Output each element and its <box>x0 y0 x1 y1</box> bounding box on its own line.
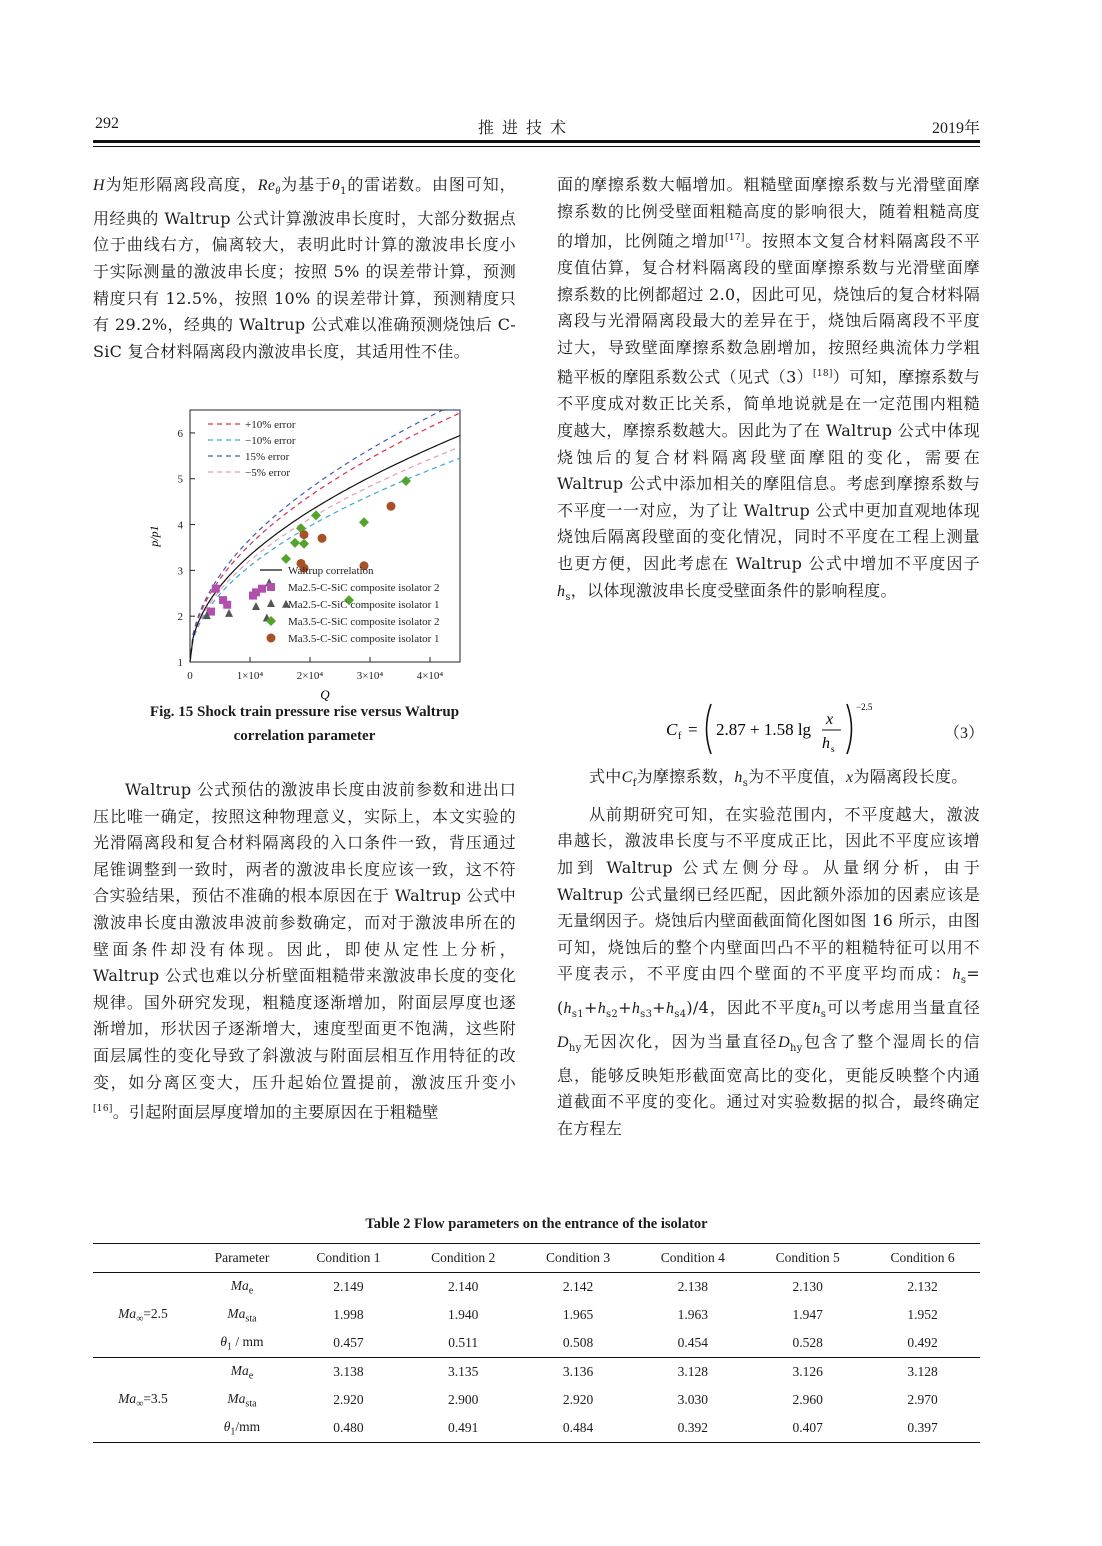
value-cell: 3.128 <box>677 1364 709 1379</box>
x-tick-label: 3×10⁴ <box>356 670 384 682</box>
svg-text:=: = <box>688 720 698 739</box>
svg-text:h: h <box>822 735 830 752</box>
table-row <box>93 1301 980 1329</box>
value-cell: 3.128 <box>907 1364 938 1379</box>
running-title: 推 进 技 术 <box>478 120 569 137</box>
legend-label: Ma2.5-C-SiC composite isolator 1 <box>288 599 440 611</box>
data-point <box>359 517 369 527</box>
value-cell: 3.135 <box>448 1364 479 1379</box>
value-cell: 2.140 <box>448 1279 479 1294</box>
paragraph: 式中$C_f$为摩擦系数，$h_s$为不平度值，x为隔离段长度。 <box>589 767 968 790</box>
svg-text:C: C <box>666 720 678 739</box>
value-cell: 0.407 <box>792 1420 823 1435</box>
right-column-top <box>557 172 980 611</box>
caption-line: Fig. 15 Shock train pressure rise versus Waltrup <box>149 704 460 720</box>
data-point <box>318 534 327 543</box>
legend-label: Waltrup correlation <box>288 565 374 577</box>
legend-marker <box>267 634 276 643</box>
paragraph: Waltrup 公式预估的激波串长度由波前参数和进出口压比唯一确定，按照这种物理意义，实际上，本文实验的光滑隔离段和复合材料隔离段的入口条件一致，背压通过尾锥调整到一致时，两者的激波串长度应该一致，这不符合实验结果，预估不准确的根本原因在于 Waltrup 公式中激波串长度由激波串波前参数确定，而对于激波串所在的壁面条件却没有体现。因此，即使从定性上分析，Waltrup 公式也难以分析壁面粗糙带来激波串长度的变化规律。国外研究发现，粗糙度逐渐增加，附面层厚度也逐渐增加，形状因子逐渐增大，速度型面更不饱满，这些附面层属性的变化导致了斜激波与附面层相互作用特征的改变，如分离区变大，压升起始位置提前，激波压升变小[16]。引起附面层厚度增加的主要原因在于粗糙壁 <box>93 780 516 1122</box>
legend-label: 15% error <box>245 451 290 463</box>
header-rule-thick <box>93 140 980 143</box>
legend-label: Ma2.5-C-SiC composite isolator 2 <box>288 582 440 594</box>
x-tick-label: 2×10⁴ <box>296 670 324 682</box>
table-caption: Table 2 Flow parameters on the entrance of the isolator <box>365 1216 708 1232</box>
parameter-cell: $Ma_e$ <box>230 1277 254 1297</box>
column-header: Condition 1 <box>316 1250 381 1265</box>
value-cell: 0.511 <box>448 1335 479 1350</box>
value-cell: 1.998 <box>333 1307 364 1322</box>
column-header: Condition 6 <box>890 1250 955 1265</box>
value-cell: 0.492 <box>907 1335 938 1350</box>
legend-marker <box>267 583 275 591</box>
value-cell: 0.480 <box>333 1420 364 1435</box>
value-cell: 2.970 <box>907 1392 938 1407</box>
legend-label: Ma3.5-C-SiC composite isolator 1 <box>288 633 440 645</box>
value-cell: 0.484 <box>562 1420 594 1435</box>
svg-text:−2.5: −2.5 <box>856 702 873 712</box>
parameter-cell: $Ma_e$ <box>230 1362 254 1382</box>
value-cell: 1.963 <box>677 1307 709 1322</box>
table-row <box>93 1414 980 1443</box>
value-cell: 2.920 <box>333 1392 364 1407</box>
legend-label: −5% error <box>245 467 290 479</box>
y-tick-label: 1 <box>177 657 183 669</box>
x-tick-label: 4×10⁴ <box>416 670 444 682</box>
data-point <box>281 554 291 564</box>
value-cell: 0.454 <box>677 1335 709 1350</box>
column-header: Condition 4 <box>660 1250 725 1265</box>
value-cell: 3.136 <box>562 1364 594 1379</box>
paragraph: 面的摩擦系数大幅增加。粗糙壁面摩擦系数与光滑壁面摩擦系数的比例受壁面粗糙高度的影响很大，随着粗糙高度的增加，比例随之增加[17]。按照本文复合材料隔离段不平度值估算，复合材料隔离段的壁面摩擦系数与光滑壁面摩擦系数的比例都超过 2.0，因此可见，烧蚀后的复合材料隔离段与光滑隔离段最大的差异在于，烧蚀后隔离段不平度过大，导致壁面摩擦系数急剧增加，按照经典流体力学粗糙平板的摩阻系数公式（见式（3）[18]）可知，摩擦系数与不平度成对数正比关系，简单地说就是在一定范围内粗糙度越大，摩擦系数越大。因此为了在 Waltrup 公式中体现烧蚀后的复合材料隔离段壁面摩阻的变化，需要在 Waltrup 公式中添加相关的摩阻信息。考虑到摩擦系数与不平度一一对应，为了让 Waltrup 公式中更加直观地体现烧蚀后隔离段壁面的变化情况，同时不平度在工程上测量也更方便，因此考虑在 Waltrup 公式中增加不平度因子$h_s$，以体现激波串长度受壁面条件的影响程度。 <box>557 175 981 603</box>
table-header-row <box>93 1244 980 1273</box>
table-row <box>93 1273 980 1302</box>
value-cell: 3.030 <box>677 1392 709 1407</box>
y-tick-label: 6 <box>177 427 183 440</box>
svg-text:2.87 + 1.58 lg: 2.87 + 1.58 lg <box>716 720 812 739</box>
data-point <box>252 602 260 610</box>
y-tick-label: 3 <box>177 565 183 578</box>
data-point <box>300 530 309 539</box>
column-header: Parameter <box>214 1250 270 1265</box>
value-cell: 2.132 <box>907 1279 938 1294</box>
data-point <box>258 585 266 593</box>
value-cell: 3.138 <box>333 1364 364 1379</box>
parameter-cell: $Ma_{sta}$ <box>227 1305 257 1325</box>
x-tick-label: 1×10⁴ <box>236 670 264 682</box>
column-header: Condition 5 <box>775 1250 840 1265</box>
equation-number: （3） <box>944 725 985 742</box>
legend-label: −10% error <box>245 435 296 447</box>
group-label: $Ma_\infty=2.5$ <box>118 1305 168 1325</box>
y-tick-label: 5 <box>177 473 183 486</box>
value-cell: 2.130 <box>792 1279 823 1294</box>
data-point <box>311 510 321 520</box>
legend-label: Ma3.5-C-SiC composite isolator 2 <box>288 616 440 628</box>
parameter-cell: $\theta_1/mm$ <box>223 1418 261 1438</box>
svg-text:f: f <box>678 731 682 742</box>
page-number: 292 <box>95 115 119 132</box>
data-point <box>299 539 309 549</box>
value-cell: 2.138 <box>677 1279 709 1294</box>
data-point <box>290 538 300 548</box>
value-cell: 0.392 <box>677 1420 709 1435</box>
data-point <box>212 585 220 593</box>
value-cell: 0.491 <box>448 1420 479 1435</box>
value-cell: 2.900 <box>448 1392 479 1407</box>
value-cell: 2.920 <box>562 1392 594 1407</box>
data-point <box>219 596 227 604</box>
svg-text:s: s <box>831 744 835 754</box>
value-cell: 1.940 <box>448 1307 479 1322</box>
curve-waltrup-correlation <box>190 436 460 663</box>
y-tick-label: 4 <box>177 519 183 532</box>
legend-marker <box>267 599 275 607</box>
flow-parameters-table <box>93 1243 980 1443</box>
header-rule-thin <box>93 146 980 147</box>
left-column-bottom <box>93 777 516 1126</box>
value-cell: 0.397 <box>907 1420 938 1435</box>
table-row <box>93 1358 980 1387</box>
scatter-chart <box>140 402 475 702</box>
table-row <box>93 1329 980 1358</box>
data-point <box>225 609 233 617</box>
svg-text:x: x <box>826 711 834 728</box>
data-point <box>387 502 396 511</box>
value-cell: 0.457 <box>333 1335 364 1350</box>
curve--10-error <box>190 458 460 662</box>
caption-line: correlation parameter <box>233 728 376 744</box>
parameter-cell: $Ma_{sta}$ <box>227 1390 257 1410</box>
group-label: $Ma_\infty=3.5$ <box>118 1390 168 1410</box>
value-cell: 0.528 <box>792 1335 823 1350</box>
value-cell: 2.149 <box>333 1279 364 1294</box>
year: 2019年 <box>931 120 980 137</box>
value-cell: 1.947 <box>792 1307 823 1322</box>
equation-3 <box>666 698 896 760</box>
value-cell: 0.508 <box>562 1335 594 1350</box>
equation-graphic <box>666 698 896 760</box>
x-tick-label: 0 <box>187 670 193 682</box>
column-header: Condition 2 <box>431 1250 496 1265</box>
y-axis-label: p/p1 <box>147 525 161 547</box>
figure-caption <box>93 700 516 748</box>
table-2 <box>93 1243 980 1443</box>
x-axis-label: Q <box>320 687 330 702</box>
value-cell: 3.126 <box>792 1364 823 1379</box>
right-column-bottom <box>557 764 980 1142</box>
curve--5-error <box>190 447 460 662</box>
legend-label: +10% error <box>245 419 296 431</box>
value-cell: 1.952 <box>907 1307 938 1322</box>
value-cell: 2.960 <box>792 1392 823 1407</box>
figure-15 <box>140 402 475 702</box>
value-cell: 2.142 <box>562 1279 594 1294</box>
column-header: Condition 3 <box>545 1250 611 1265</box>
left-column-top <box>93 172 516 365</box>
paragraph: H为矩形隔离段高度，$Re_\theta$为基于$\theta_1$的雷诺数。由图可知，用经典的 Waltrup 公式计算激波串长度时，大部分数据点位于曲线右方，偏离较大，表明此时计算的激波串长度小于实际测量的激波串长度；按照 5% 的误差带计算，预测精度只有 12.5%，按照 10% 的误差带计算，预测精度只有 29.2%，经典的 Waltrup 公式难以准确预测烧蚀后 C-SiC 复合材料隔离段内激波串长度，其适用性不佳。 <box>93 175 516 361</box>
parameter-cell: $\theta_1$ / mm <box>220 1333 264 1353</box>
table-row <box>93 1386 980 1414</box>
y-tick-label: 2 <box>177 611 183 624</box>
paragraph: 从前期研究可知，在实验范围内，不平度越大，激波串越长，激波串长度与不平度成正比，因此不平度应该增加到 Waltrup 公式左侧分母。从量纲分析，由于 Waltrup 公式量纲已经匹配，因此额外添加的因素应该是无量纲因子。烧蚀后内壁面截面简化图如图 16 所示，由图可知，烧蚀后的整个内壁面凹凸不平的粗糙特征可以用不平度表示，不平度由四个壁面的不平度平均而成：$h_s=(h_{s1}+h_{s2}+h_{s3}+h_{s4})/4$，因此不平度$h_s$可以考虑用当量直径$D_{hy}$无因次化，因为当量直径$D_{hy}$包含了整个湿周长的信息，能够反映矩形截面宽高比的变化，更能反映整个内通道截面不平度的变化。通过对实验数据的拟合，最终确定在方程左 <box>557 804 980 1138</box>
data-point <box>401 476 411 486</box>
value-cell: 1.965 <box>562 1307 594 1322</box>
